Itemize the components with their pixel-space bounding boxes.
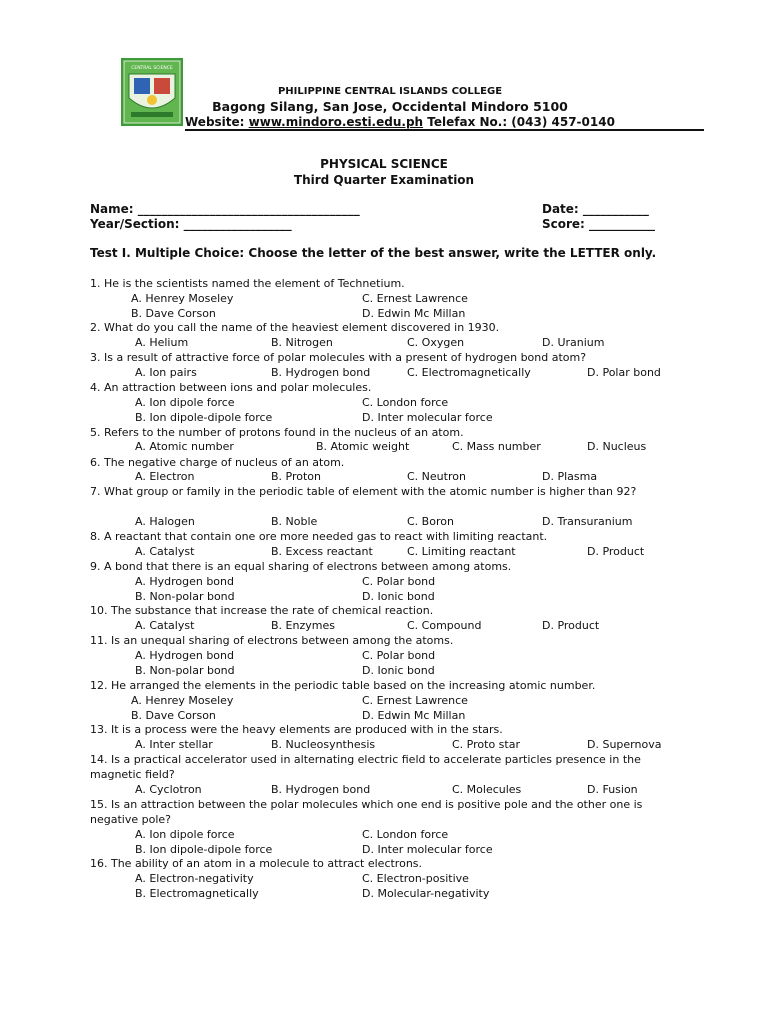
option: C. Ernest Lawrence (362, 694, 468, 707)
option: C. London force (362, 828, 449, 841)
question-13: 13. It is a process were the heavy elements are produced with in the stars. (90, 723, 503, 736)
website-link[interactable]: www.mindoro.esti.edu.ph (248, 115, 424, 129)
question-12: 12. He arranged the elements in the periodic table based on the increasing atomic number. (90, 679, 596, 692)
option: B. Dave Corson (131, 307, 216, 320)
option: D. Transuranium (542, 515, 633, 528)
date-field: Date: ___________ (542, 202, 649, 216)
option: A. Inter stellar (135, 738, 213, 751)
option: A. Hydrogen bond (135, 649, 234, 662)
question-5: 5. Refers to the number of protons found in the nucleus of an atom. (90, 426, 464, 439)
option: C. London force (362, 396, 449, 409)
option: A. Halogen (135, 515, 195, 528)
name-field: Name: _____________________________________ (90, 202, 360, 216)
option: C. Electromagnetically (407, 366, 531, 379)
option: A. Cyclotron (135, 783, 202, 796)
question-7: 7. What group or family in the periodic table of element with the atomic number is higher than 92? (90, 485, 637, 498)
option: B. Hydrogen bond (271, 783, 371, 796)
option: C. Oxygen (407, 336, 465, 349)
option: D. Supernova (587, 738, 662, 751)
option: A. Ion pairs (135, 366, 197, 379)
option: B. Atomic weight (316, 440, 410, 453)
option: B. Nucleosynthesis (271, 738, 376, 751)
option: B. Noble (271, 515, 318, 528)
option: B. Dave Corson (131, 709, 216, 722)
question-14: 14. Is a practical accelerator used in alternating electric field to accelerate particles presence in the magnetic field? (90, 753, 641, 781)
option: D. Ionic bond (362, 664, 435, 677)
option: A. Henrey Moseley (131, 292, 234, 305)
option: B. Non-polar bond (135, 664, 235, 677)
option: D. Ionic bond (362, 590, 435, 603)
option: C. Molecules (452, 783, 522, 796)
question-2: 2. What do you call the name of the heaviest element discovered in 1930. (90, 321, 500, 334)
option: A. Ion dipole force (135, 828, 235, 841)
exam-subject: PHYSICAL SCIENCE (320, 157, 448, 171)
option: C. Neutron (407, 470, 466, 483)
question-10: 10. The substance that increase the rate of chemical reaction. (90, 604, 434, 617)
college-address: Bagong Silang, San Jose, Occidental Mindoro 5100 (212, 99, 568, 114)
option: C. Ernest Lawrence (362, 292, 468, 305)
option: A. Ion dipole force (135, 396, 235, 409)
question-9: 9. A bond that there is an equal sharing of electrons between among atoms. (90, 560, 512, 573)
question-11: 11. Is an unequal sharing of electrons between among the atoms. (90, 634, 454, 647)
option: D. Polar bond (587, 366, 661, 379)
option: B. Hydrogen bond (271, 366, 371, 379)
option: C. Proto star (452, 738, 520, 751)
option: B. Electromagnetically (135, 887, 259, 900)
option: D. Fusion (587, 783, 638, 796)
option: C. Compound (407, 619, 482, 632)
question-1: 1. He is the scientists named the element of Technetium. (90, 277, 405, 290)
option: D. Nucleus (587, 440, 647, 453)
option: D. Molecular-negativity (362, 887, 490, 900)
option: A. Atomic number (135, 440, 234, 453)
question-16: 16. The ability of an atom in a molecule to attract electrons. (90, 857, 423, 870)
option: D. Product (542, 619, 600, 632)
website-label: Website: (185, 115, 245, 129)
year-section-field: Year/Section: __________________ (90, 217, 292, 231)
option: D. Inter molecular force (362, 843, 493, 856)
option: D. Edwin Mc Millan (362, 307, 466, 320)
svg-text:CENTRAL SCIENCE: CENTRAL SCIENCE (131, 66, 173, 71)
question-6: 6. The negative charge of nucleus of an atom. (90, 456, 345, 469)
option: A. Catalyst (135, 545, 195, 558)
question-4: 4. An attraction between ions and polar molecules. (90, 381, 372, 394)
option: A. Catalyst (135, 619, 195, 632)
option: D. Uranium (542, 336, 605, 349)
option: A. Electron (135, 470, 195, 483)
option: D. Plasma (542, 470, 598, 483)
contact-line (185, 115, 615, 129)
option: D. Edwin Mc Millan (362, 709, 466, 722)
option: A. Helium (135, 336, 189, 349)
option: A. Henrey Moseley (131, 694, 234, 707)
option: C. Polar bond (362, 575, 436, 588)
header-divider (185, 129, 704, 131)
option: C. Limiting reactant (407, 545, 516, 558)
option: B. Proton (271, 470, 322, 483)
option: C. Electron-positive (362, 872, 469, 885)
score-field: Score: ___________ (542, 217, 656, 231)
telefax: Telefax No.: (043) 457-0140 (427, 115, 615, 129)
option: A. Hydrogen bond (135, 575, 234, 588)
option: A. Electron-negativity (135, 872, 254, 885)
option: B. Ion dipole-dipole force (135, 411, 273, 424)
test-instructions: Test I. Multiple Choice: Choose the letter of the best answer, write the LETTER only. (90, 246, 657, 260)
question-15: 15. Is an attraction between the polar molecules which one end is positive pole and the other one is negative pole? (90, 798, 643, 826)
option: B. Excess reactant (271, 545, 373, 558)
question-8: 8. A reactant that contain one ore more needed gas to react with limiting reactant. (90, 530, 548, 543)
option: B. Enzymes (271, 619, 335, 632)
college-name: PHILIPPINE CENTRAL ISLANDS COLLEGE (277, 86, 503, 97)
option: B. Ion dipole-dipole force (135, 843, 273, 856)
option: C. Polar bond (362, 649, 436, 662)
option: C. Boron (407, 515, 454, 528)
question-3: 3. Is a result of attractive force of polar molecules with a present of hydrogen bond atom? (90, 351, 587, 364)
option: D. Inter molecular force (362, 411, 493, 424)
option: C. Mass number (452, 440, 541, 453)
option: D. Product (587, 545, 645, 558)
option: B. Nitrogen (271, 336, 333, 349)
exam-title: Third Quarter Examination (293, 173, 475, 187)
option: B. Non-polar bond (135, 590, 235, 603)
